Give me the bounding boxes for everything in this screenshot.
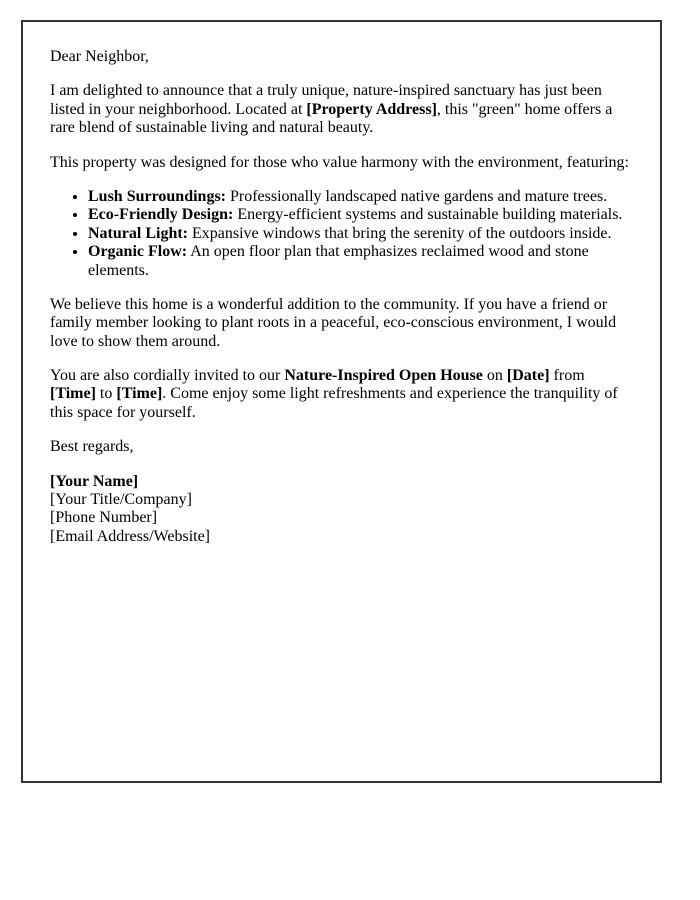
open-house-text-2: on (482, 367, 507, 385)
feature-label: Organic Flow: (88, 243, 188, 261)
signature-block (50, 473, 633, 547)
open-house-text-1: You are also cordially invited to our (50, 367, 285, 385)
feature-label: Natural Light: (88, 224, 188, 242)
feature-description: An open floor plan that emphasizes reclaimed wood and stone elements. (88, 243, 589, 279)
intro-paragraph (50, 82, 633, 137)
signature-email-website: [Email Address/Website] (50, 527, 211, 545)
feature-description: Professionally landscaped native gardens and mature trees. (226, 187, 608, 205)
feature-label: Lush Surroundings: (88, 187, 226, 205)
date-placeholder: [Date] (506, 367, 550, 385)
time-end-placeholder: [Time] (116, 385, 163, 403)
signature-title-company: [Your Title/Company] (50, 491, 192, 509)
features-list (50, 188, 633, 280)
feature-item-lush-surroundings (88, 188, 633, 206)
open-house-paragraph (50, 367, 633, 422)
open-house-text-5: . Come enjoy some light refreshments and experience the tranquility of this space for yourself. (50, 385, 618, 421)
community-paragraph: We believe this home is a wonderful addition to the community. If you have a friend or family member looking to plant roots in a peaceful, eco-conscious environment, I would love to show them around. (50, 295, 617, 350)
open-house-event-name: Nature-Inspired Open House (284, 367, 483, 385)
feature-label: Eco-Friendly Design: (88, 206, 234, 224)
property-address-placeholder: [Property Address] (306, 100, 437, 118)
intro-text-1: I am delighted to announce that a truly unique, nature-inspired sanctuary has just been listed in your neighborhood. Located at (50, 82, 602, 118)
feature-item-organic-flow (88, 243, 633, 280)
signature-name: [Your Name] (50, 472, 139, 490)
intro-text-2: , this "green" home offers a rare blend of sustainable living and natural beauty. (50, 100, 613, 137)
open-house-text-3: from (549, 367, 585, 385)
features-intro-paragraph: This property was designed for those who value harmony with the environment, featuring: (50, 153, 629, 171)
salutation: Dear Neighbor, (50, 48, 149, 65)
open-house-text-4: to (95, 385, 117, 403)
feature-item-natural-light (88, 225, 633, 243)
feature-item-eco-friendly-design (88, 206, 633, 224)
feature-description: Expansive windows that bring the serenity of the outdoors inside. (188, 224, 612, 242)
feature-description: Energy-efficient systems and sustainable building materials. (233, 206, 623, 224)
time-start-placeholder: [Time] (50, 385, 96, 403)
signature-phone: [Phone Number] (50, 509, 158, 527)
letter-page (21, 20, 662, 783)
closing: Best regards, (50, 438, 134, 456)
